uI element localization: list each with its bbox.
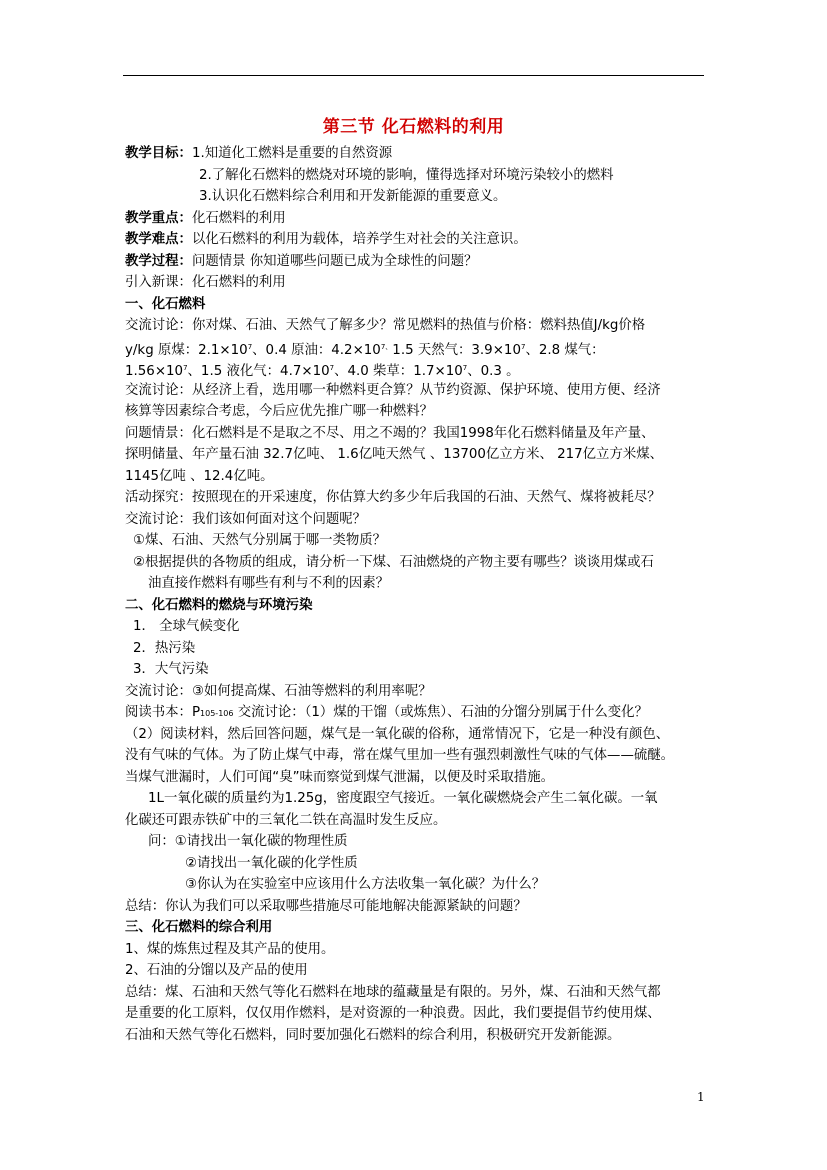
paragraph-line: 石油和天然气等化石燃料，同时要加强化石燃料的综合利用，积极研究开发新能源。 xyxy=(125,1027,621,1043)
paragraph-line: 交流讨论：你对煤、石油、天然气了解多少？常见燃料的热值与价格：燃料热值J/kg价格 xyxy=(125,318,646,333)
header-rule xyxy=(123,75,704,76)
objective-line-1: 教学目标：1.知道化工燃料是重要的自然资源 xyxy=(125,146,393,161)
paragraph-line: 交流讨论：从经济上看，选用哪一种燃料更合算？从节约资源、保护环境、使用方便、经济 xyxy=(125,382,661,398)
paragraph-line: 交流讨论：我们该如何面对这个问题呢？ xyxy=(125,511,367,527)
process-line: 教学过程：问题情景 你知道哪些问题已成为全球性的问题？ xyxy=(125,253,478,269)
section-heading-2: 二、化石燃料的燃烧与环境污染 xyxy=(125,597,313,613)
paragraph-line: 当煤气泄漏时，人们可闻“臭”味而察觉到煤气泄漏，以便及时采取措施。 xyxy=(125,769,554,785)
paragraph-line: 活动探究：按照现在的开采速度，你估算大约多少年后我国的石油、天然气、煤将被耗尽？ xyxy=(125,490,661,505)
question-item: ②根据提供的各物质的组成，请分析一下煤、石油燃烧的产物主要有哪些？谈谈用煤或石 xyxy=(133,554,654,570)
paragraph-line: 总结：你认为我们可以采取哪些措施尽可能地解决能源紧缺的问题？ xyxy=(125,898,527,914)
objective-line-3: 3.认识化石燃料综合利用和开发新能源的重要意义。 xyxy=(199,189,507,204)
list-item: 2、石油的分馏以及产品的使用 xyxy=(125,963,308,978)
paragraph-line: 没有气味的气体。为了防止煤气中毒，常在煤气里加一些有强烈刺激性气味的气体——硫醚。 xyxy=(125,748,675,763)
list-item: 3．大气污染 xyxy=(133,662,209,677)
list-item: 1． 全球气候变化 xyxy=(133,619,240,634)
paragraph-line: 1145亿吨 、12.4亿吨。 xyxy=(125,468,274,484)
page-number: 1 xyxy=(697,1090,705,1104)
paragraph-line: 是重要的化工原料，仅仅用作燃料，是对资源的一种浪费。因此，我们要提倡节约使用煤、 xyxy=(125,1006,661,1021)
paragraph-line: 总结：煤、石油和天然气等化石燃料在地球的蕴藏量是有限的。另外，煤、石油和天然气都 xyxy=(125,984,661,1000)
fuel-values-line-2: $1.56\times 10^7$、1.5 液化气：$4.7\times 10^7$、4.0 柴草：$1.7\times 10^7$、0.3 。 xyxy=(125,364,520,379)
paragraph-line: 问题情景：化石燃料是不是取之不尽、用之不竭的？我国1998年化石燃料储量及年产量、 xyxy=(125,425,655,441)
paragraph-line: 化碳还可跟赤铁矿中的三氧化二铁在高温时发生反应。 xyxy=(125,812,447,828)
difficulty-line: 教学难点：以化石燃料的利用为载体，培养学生对社会的关注意识。 xyxy=(125,232,527,247)
document-body xyxy=(125,143,707,1046)
page-title: 第三节 化石燃料的利用 xyxy=(322,117,505,137)
reading-line: 阅读书本：P105-106 交流讨论：（1）煤的干馏（或炼焦）、石油的分馏分别属于什么变化？ xyxy=(125,705,648,720)
intro-line: 引入新课：化石燃料的利用 xyxy=(125,275,286,290)
question-item: ①煤、石油、天然气分别属于哪一类物质？ xyxy=(133,533,387,548)
paragraph-line: 1L一氧化碳的质量约为1.25g，密度跟空气接近。一氧化碳燃烧会产生二氧化碳。一氧 xyxy=(148,791,658,806)
section-heading-3: 三、化石燃料的综合利用 xyxy=(125,920,273,935)
objective-label: 教学目标： xyxy=(125,146,192,161)
key-point-line: 教学重点：化石燃料的利用 xyxy=(125,210,286,226)
paragraph-line: （2）阅读材料，然后回答问题，煤气是一氧化碳的俗称，通常情况下，它是一种没有颜色、 xyxy=(125,726,670,742)
section-heading-1: 一、化石燃料 xyxy=(125,296,206,312)
question-item-continued: 油直接作燃料有哪些有利与不利的因素？ xyxy=(148,576,390,591)
question-item: ②请找出一氧化碳的化学性质 xyxy=(185,855,358,871)
fuel-values-line-1: y/kg 原煤：$2.1\times 10^7$、0.4 原油：$4.2\times 10^{7、}1.5$ 天然气：$3.9\times 10^7$、2.8 煤气： xyxy=(125,342,605,358)
question-item: ③你认为在实验室中应该用什么方法收集一氧化碳？为什么？ xyxy=(185,877,546,892)
list-item: 2．热污染 xyxy=(133,640,196,656)
list-item: 1、煤的炼焦过程及其产品的使用。 xyxy=(125,941,335,957)
objective-line-2: 2.了解化石燃料的燃烧对环境的影响，懂得选择对环境污染较小的燃料 xyxy=(199,167,614,183)
paragraph-line: 核算等因素综合考虑，今后应优先推广哪一种燃料？ xyxy=(125,404,433,419)
paragraph-line: 交流讨论：③如何提高煤、石油等燃料的利用率呢？ xyxy=(125,683,432,699)
paragraph-line: 探明储量、年产量石油 32.7亿吨、 1.6亿吨天然气 、13700亿立方米、 217亿立方米煤、 xyxy=(125,447,664,462)
question-item: 问：①请找出一氧化碳的物理性质 xyxy=(148,834,348,849)
